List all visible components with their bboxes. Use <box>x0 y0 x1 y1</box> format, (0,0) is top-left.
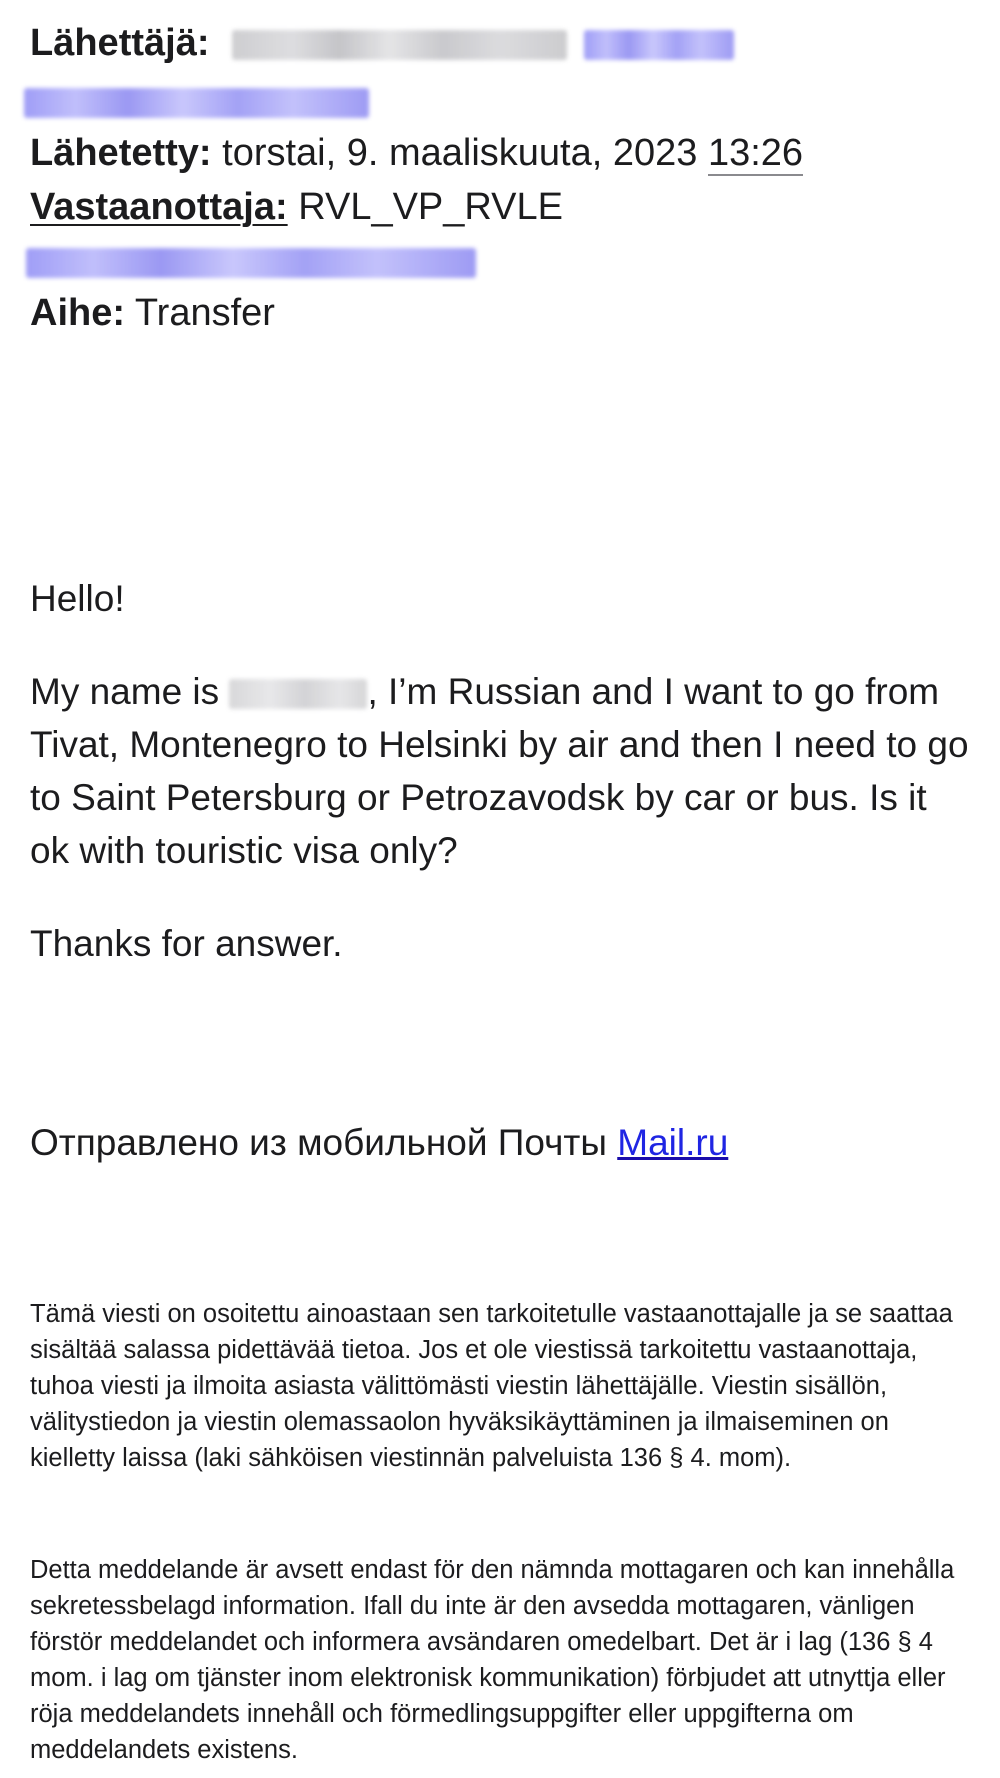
signature <box>30 1116 970 1169</box>
signature-text: Отправлено из мобильной Почты <box>30 1122 607 1163</box>
to-row-continued <box>30 238 476 284</box>
subject-label: Aihe: <box>30 292 125 334</box>
redacted-sender-email-cont[interactable] <box>24 88 369 118</box>
message-text-rest: , I’m Russian and I want to go from Tivat, Montenegro to Helsinki by air and then I need to go to Saint Petersburg or Petrozavodsk by car or bus. Is it ok with touristic visa only? <box>30 671 969 871</box>
message-paragraph <box>30 665 970 877</box>
to-row <box>30 184 563 230</box>
message-text-start: My name is <box>30 671 220 712</box>
redacted-recipient-email[interactable] <box>26 248 476 278</box>
greeting: Hello! <box>30 578 125 619</box>
redacted-name <box>229 679 367 709</box>
from-label: Lähettäjä: <box>30 22 210 64</box>
subject-value: Transfer <box>134 292 275 334</box>
subject-row <box>30 290 275 336</box>
disclaimer-finnish: Tämä viesti on osoitettu ainoastaan sen tarkoitetulle vastaanottajalle ja se saattaa sisältää salassa pidettävää tietoa. Jos et ole viestissä tarkoitettu vastaanottaja, tuhoa viesti ja ilmoita asiasta välittömästi viestin lähettäjälle. Viestin sisällön, välitystiedon ja viestin olemassaolon hyväksikäyttäminen ja ilmaiseminen on kielletty laissa (laki sähköisen viestinnän palveluista 136 § 4. mom). <box>30 1300 953 1472</box>
redacted-sender-email[interactable] <box>584 30 734 60</box>
sent-row <box>30 130 803 176</box>
from-row <box>30 20 734 66</box>
from-row-continued <box>30 78 369 124</box>
mailru-link[interactable]: Mail.ru <box>617 1122 729 1163</box>
to-label: Vastaanottaja: <box>30 186 288 228</box>
to-value[interactable]: RVL_VP_RVLE <box>298 186 563 228</box>
disclaimer-swedish: Detta meddelande är avsett endast för den nämnda mottagaren och kan innehålla sekretessbelagd information. Ifall du inte är den avsedda mottagaren, vänligen förstör meddelandet och informera avsändaren omedelbart. Det är i lag (136 § 4 mom. i lag om tjänster inom elektronisk kommunikation) förbjudet att utnyttja eller röja meddelandets innehåll och förmedlingsuppgifter eller uppgifterna om meddelandets existens. <box>30 1556 955 1764</box>
thanks-line: Thanks for answer. <box>30 923 343 964</box>
sent-time[interactable]: 13:26 <box>707 132 804 174</box>
redacted-sender-name <box>232 30 567 60</box>
sent-label: Lähetetty: <box>30 132 212 174</box>
sent-date: torstai, 9. maaliskuuta, 2023 <box>222 132 698 174</box>
